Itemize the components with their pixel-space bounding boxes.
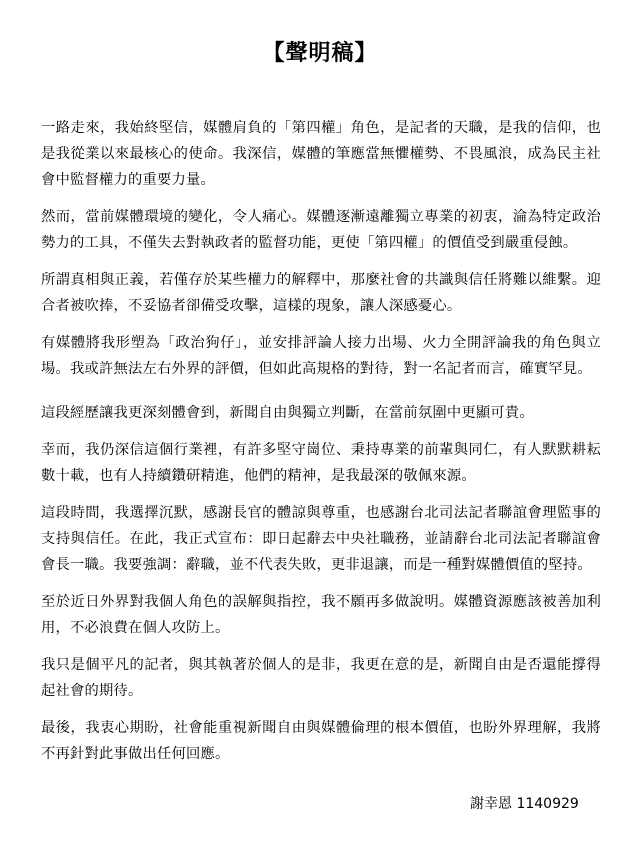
paragraph-7: 這段時間，我選擇沉默，感謝長官的體諒與尊重，也感謝台北司法記者聯誼會理監事的支持與信任。在此，我正式宣布：即日起辭去中央社職務，並請辭台北司法記者聯誼會會長一職。我要強調：辭職，並不代表失敗，更非退讓，而是一種對媒體價值的堅持。 [41, 505, 601, 573]
paragraph-10: 最後，我衷心期盼，社會能重視新聞自由與媒體倫理的根本價值，也盼外界理解，我將不再針對此事做出任何回應。 [41, 720, 601, 762]
paragraph-4: 有媒體將我形塑為「政治狗仔」，並安排評論人接力出場、火力全開評論我的角色與立場。我或許無法左右外界的評價，但如此高規格的對待，對一名記者而言，確實罕見。 [41, 335, 601, 377]
paragraph-1: 一路走來，我始終堅信，媒體肩負的「第四權」角色，是記者的天職，是我的信仰，也是我從業以來最核心的使命。我深信，媒體的筆應當無懼權勢、不畏風浪，成為民主社會中監督權力的重要力量。 [41, 120, 601, 188]
paragraph-2: 然而，當前媒體環境的變化，令人痛心。媒體逐漸遠離獨立專業的初衷，淪為特定政治勢力的工具，不僅失去對執政者的監督功能，更使「第四權」的價值受到嚴重侵蝕。 [41, 209, 601, 251]
paragraph-6: 幸而，我仍深信這個行業裡，有許多堅守崗位、秉持專業的前輩與同仁，有人默默耕耘數十載，也有人持續鑽研精進，他們的精神，是我最深的敬佩來源。 [41, 442, 601, 484]
paragraph-9: 我只是個平凡的記者，與其執著於個人的是非，我更在意的是，新聞自由是否還能撐得起社會的期待。 [41, 657, 601, 699]
paragraph-8: 至於近日外界對我個人角色的誤解與指控，我不願再多做說明。媒體資源應該被善加利用，不必浪費在個人攻防上。 [41, 594, 601, 636]
signature: 謝幸恩 1140929 [470, 796, 579, 812]
statement-body [41, 115, 601, 778]
paragraph-5: 這段經歷讓我更深刻體會到，新聞自由與獨立判斷，在當前氛圍中更顯可貴。 [41, 405, 534, 421]
paragraph-3: 所謂真相與正義，若僅存於某些權力的解釋中，那麼社會的共識與信任將難以維繫。迎合者被吹捧，不妥協者卻備受攻擊，這樣的現象，讓人深感憂心。 [41, 272, 601, 314]
document-title: 【聲明稿】 [262, 41, 378, 66]
